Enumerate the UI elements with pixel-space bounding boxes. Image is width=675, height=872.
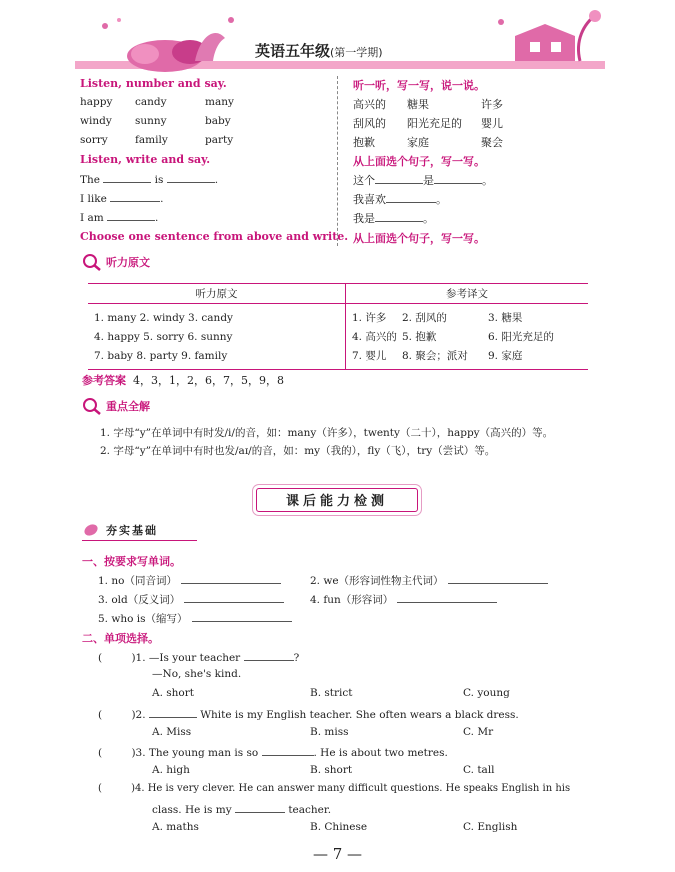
- answer-blank[interactable]: [434, 173, 482, 184]
- question-4: ( )4. He is very clever. He can answer many difficult questions. He speaks English in his: [98, 783, 571, 794]
- transcript-col-header-right: 参考译文: [446, 288, 488, 300]
- answer-blank[interactable]: [103, 172, 151, 183]
- answer-blank[interactable]: [184, 592, 284, 603]
- transcript-section-header: [82, 253, 150, 271]
- keypoint-2: 2. 字母“y”在单词中有时也发/aɪ/的音，如：my（我的），fly（飞），try（尝试）等。: [100, 445, 496, 457]
- translation-row: 1. 许多 2. 刮风的 3. 糖果: [352, 312, 523, 324]
- keypoint-1: 1. 字母“y”在单词中有时发/i/的音，如：many（许多），twenty（二十），happy（高兴的）等。: [100, 427, 554, 439]
- option[interactable]: C. tall: [463, 764, 495, 776]
- option[interactable]: B. short: [310, 764, 353, 776]
- question-4-options: [152, 821, 517, 833]
- foundation-label: 夯实基础: [106, 524, 158, 537]
- question-4-line2: class. He is my teacher.: [152, 804, 332, 816]
- keypoints-section-title: 重点全解: [106, 400, 150, 413]
- answer-blank[interactable]: [107, 210, 155, 221]
- option[interactable]: C. Mr: [463, 726, 494, 738]
- right-word-table: 高兴的 糖果 许多 刮风的 阳光充足的 婴儿 抱歉 家庭 聚会: [353, 98, 503, 149]
- transcript-row: 7. baby 8. party 9. family: [88, 346, 346, 370]
- option[interactable]: B. miss: [310, 726, 349, 738]
- magnifier-icon: [82, 397, 102, 415]
- foundation-badge: [82, 522, 158, 538]
- answer-blank[interactable]: [386, 192, 436, 203]
- answer-blank[interactable]: [110, 191, 160, 202]
- left-sentence-2: I like .: [80, 193, 164, 205]
- right-sentence-1: 这个 是 。: [353, 174, 493, 187]
- left-sentence-3: I am .: [80, 212, 159, 224]
- transcript-row: 4. happy 5. sorry 6. sunny: [88, 327, 346, 346]
- transcript-section-title: 听力原文: [106, 256, 150, 269]
- transcript-table: [88, 283, 588, 370]
- option[interactable]: A. maths: [152, 821, 199, 833]
- answer-blank[interactable]: [149, 707, 197, 718]
- answer-blank[interactable]: [235, 802, 285, 813]
- question-3: ( )3. The young man is so . He is about two metres.: [98, 747, 448, 759]
- column-divider: [337, 76, 338, 246]
- magnifier-icon: [82, 253, 102, 271]
- part1-item: 5. who is（缩写）: [98, 611, 292, 626]
- page-number: — 7 —: [312, 845, 363, 863]
- answer-blank[interactable]: [448, 573, 548, 584]
- option[interactable]: B. Chinese: [310, 821, 368, 833]
- left-word-table: happy candy many windy sunny baby sorry family party: [80, 96, 234, 146]
- right-sentence-2: 我喜欢 。: [353, 193, 447, 206]
- right-heading-choose: 从上面选个句子，写一写。: [353, 232, 485, 245]
- answer-blank[interactable]: [167, 172, 215, 183]
- answer-line: [82, 372, 284, 388]
- option[interactable]: C. English: [463, 821, 518, 833]
- banner-title: 课后能力检测: [285, 494, 388, 509]
- answer-blank[interactable]: [244, 650, 294, 661]
- answer-blank[interactable]: [375, 211, 423, 222]
- part1-item: 1. no（同音词）: [98, 573, 281, 588]
- option[interactable]: A. high: [152, 764, 190, 776]
- header-subtitle: (第一学期): [330, 46, 383, 59]
- part1-item: 3. old（反义词）: [98, 592, 284, 607]
- answer-blank[interactable]: [397, 592, 497, 603]
- section-banner: [256, 488, 418, 512]
- right-heading-write: 从上面选个句子，写一写。: [353, 155, 485, 168]
- question-2: ( )2. White is my English teacher. She often wears a black dress.: [98, 709, 519, 721]
- option[interactable]: C. young: [463, 687, 510, 699]
- left-heading-choose: Choose one sentence from above and write.: [80, 230, 349, 243]
- answer-blank[interactable]: [192, 611, 292, 622]
- header-title: 英语五年级: [255, 42, 331, 60]
- answer-blank[interactable]: [181, 573, 281, 584]
- keypoints-section-header: [82, 397, 150, 415]
- answer-blank[interactable]: [375, 173, 423, 184]
- foundation-underline: [82, 540, 197, 541]
- part1-item: 4. fun（形容词）: [310, 592, 497, 607]
- question-1-line2: —No, she's kind.: [152, 668, 242, 680]
- question-3-options: [152, 764, 495, 776]
- question-1: ( )1. —Is your teacher ?: [98, 652, 300, 664]
- transcript-col-header-left: 听力原文: [88, 284, 346, 304]
- question-2-options: [152, 726, 493, 738]
- left-heading-listen-number: Listen, number and say.: [80, 77, 227, 90]
- left-heading-listen-write: Listen, write and say.: [80, 153, 211, 166]
- option[interactable]: B. strict: [310, 687, 353, 699]
- right-heading-listen: 听一听，写一写，说一说。: [353, 79, 485, 92]
- answer-value: 4，3，1，2，6，7，5，9，8: [133, 374, 284, 387]
- question-1-options: [152, 687, 510, 699]
- option[interactable]: A. Miss: [152, 726, 192, 738]
- part2-heading: 二、单项选择。: [82, 632, 159, 645]
- option[interactable]: A. short: [152, 687, 194, 699]
- translation-row: 4. 高兴的 5. 抱歉 6. 阳光充足的: [352, 331, 554, 343]
- right-sentence-3: 我是 。: [353, 212, 434, 225]
- transcript-row: 1. many 2. windy 3. candy: [88, 304, 346, 328]
- leaf-icon: [82, 522, 100, 538]
- answer-blank[interactable]: [262, 745, 314, 756]
- answer-label: 参考答案: [82, 374, 126, 387]
- left-sentence-1: The is .: [80, 174, 219, 186]
- part1-item: 2. we（形容词性物主代词）: [310, 573, 548, 588]
- translation-row: 7. 婴儿 8. 聚会；派对 9. 家庭: [352, 350, 523, 362]
- header-title-block: [255, 40, 383, 61]
- part1-heading: 一、按要求写单词。: [82, 555, 181, 568]
